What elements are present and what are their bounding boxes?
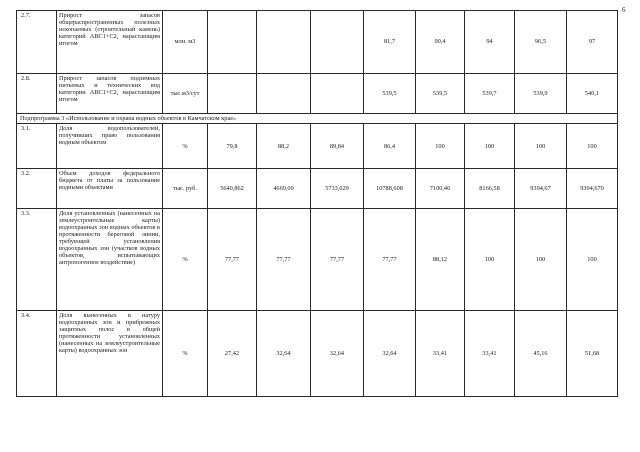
table-row xyxy=(17,124,618,169)
page-number: 6 xyxy=(622,6,626,14)
subprogram-row xyxy=(17,114,618,124)
value-cell xyxy=(257,11,311,74)
value-cell: 32,64 xyxy=(311,311,364,397)
value-cell: 90,4 xyxy=(416,11,465,74)
value-cell: 539,5 xyxy=(416,74,465,114)
value-cell: 94 xyxy=(465,11,515,74)
value-cell: 77,77 xyxy=(311,209,364,311)
indicators-table xyxy=(16,10,618,397)
row-number: 3.1. xyxy=(17,124,57,169)
value-cell: 10788,608 xyxy=(364,169,416,209)
row-number: 3.4. xyxy=(17,311,57,397)
value-cell: 33,41 xyxy=(416,311,465,397)
unit-cell: % xyxy=(163,209,208,311)
value-cell xyxy=(208,11,257,74)
value-cell: 100 xyxy=(567,209,618,311)
value-cell: 96,5 xyxy=(515,11,567,74)
value-cell: 79,8 xyxy=(208,124,257,169)
value-cell: 86,4 xyxy=(364,124,416,169)
indicator-name: Доля установленных (нанесенных на землеустроительные карты) водоохранных зон водных объектов в протяженности береговой линии, требующей установления водоохранных зон (участков водных объектов, испытывающих антропогенное воздействие) xyxy=(57,209,163,311)
table-row xyxy=(17,311,618,397)
value-cell: 100 xyxy=(567,124,618,169)
value-cell xyxy=(311,74,364,114)
row-number: 3.3. xyxy=(17,209,57,311)
unit-cell: тыс.м3/сут xyxy=(163,74,208,114)
value-cell xyxy=(311,11,364,74)
value-cell: 5733,029 xyxy=(311,169,364,209)
subprogram-title: Подпрограмма 3 «Использование и охрана водных объектов в Камчатском крае» xyxy=(17,114,618,124)
table-row xyxy=(17,11,618,74)
value-cell: 100 xyxy=(416,124,465,169)
row-number: 3.2. xyxy=(17,169,57,209)
row-number: 2.7. xyxy=(17,11,57,74)
value-cell: 81,7 xyxy=(364,11,416,74)
value-cell: 77,77 xyxy=(257,209,311,311)
value-cell: 97 xyxy=(567,11,618,74)
indicator-name: Прирост запасов общераспространенных полезных ископаемых (строительный камень) категорий АВС1+С2, нарастающим итогом xyxy=(57,11,163,74)
table-row xyxy=(17,209,618,311)
value-cell: 540,1 xyxy=(567,74,618,114)
unit-cell: % xyxy=(163,311,208,397)
value-cell: 9394,670 xyxy=(567,169,618,209)
value-cell xyxy=(257,74,311,114)
table-row xyxy=(17,74,618,114)
value-cell: 100 xyxy=(465,209,515,311)
indicator-name: Объем доходов федерального бюджета от платы за пользование водными объектами xyxy=(57,169,163,209)
indicator-name: Прирост запасов подземных питьевых и технических вод категории АВС1+С2, нарастающим итогом xyxy=(57,74,163,114)
value-cell: 51,68 xyxy=(567,311,618,397)
value-cell: 7100,46 xyxy=(416,169,465,209)
value-cell: 9394,67 xyxy=(515,169,567,209)
indicator-name: Доля водопользователей, получивших право пользования водным объектом xyxy=(57,124,163,169)
value-cell: 539,5 xyxy=(364,74,416,114)
value-cell: 100 xyxy=(515,124,567,169)
value-cell: 77,77 xyxy=(364,209,416,311)
table-row xyxy=(17,169,618,209)
value-cell: 100 xyxy=(515,209,567,311)
indicator-name: Доля вынесенных в натуру водоохранных зон и прибрежных защитных полос в общей протяженности установленных (нанесенных на землеустроительные карты) водоохранных зон xyxy=(57,311,163,397)
unit-cell: тыс. руб. xyxy=(163,169,208,209)
value-cell: 539,9 xyxy=(515,74,567,114)
value-cell xyxy=(208,74,257,114)
value-cell: 8166,58 xyxy=(465,169,515,209)
value-cell: 100 xyxy=(465,124,515,169)
value-cell: 77,77 xyxy=(208,209,257,311)
value-cell: 27,42 xyxy=(208,311,257,397)
unit-cell: млн. м3 xyxy=(163,11,208,74)
value-cell: 88,2 xyxy=(257,124,311,169)
value-cell: 4669,09 xyxy=(257,169,311,209)
value-cell: 88,12 xyxy=(416,209,465,311)
value-cell: 32,64 xyxy=(257,311,311,397)
value-cell: 32,64 xyxy=(364,311,416,397)
value-cell: 5640,862 xyxy=(208,169,257,209)
row-number: 2.8. xyxy=(17,74,57,114)
value-cell: 89,84 xyxy=(311,124,364,169)
value-cell: 33,41 xyxy=(465,311,515,397)
unit-cell: % xyxy=(163,124,208,169)
value-cell: 539,7 xyxy=(465,74,515,114)
value-cell: 45,16 xyxy=(515,311,567,397)
